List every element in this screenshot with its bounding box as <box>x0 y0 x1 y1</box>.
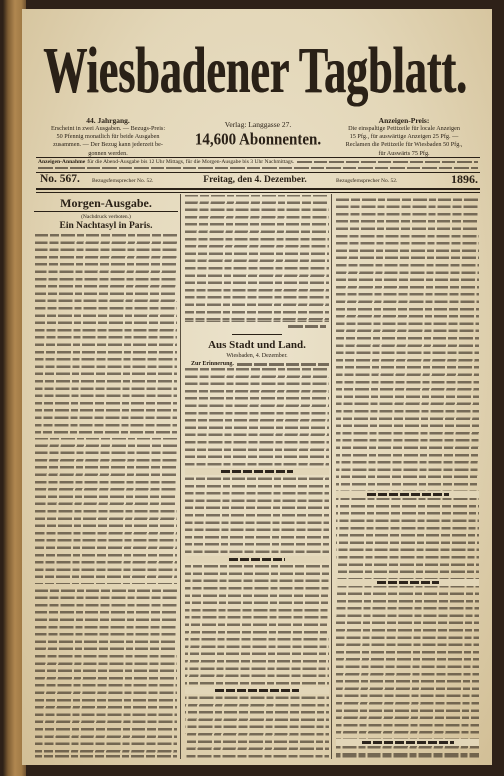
article-text-left-3 <box>35 585 177 758</box>
ad-price-line: Die einspaltige Petitzeile für locale Anzeigen <box>348 125 460 132</box>
right-subhead-1 <box>336 491 479 498</box>
publisher-address: Verlag: Langgasse 27. <box>224 120 292 129</box>
article-text-right <box>336 194 479 758</box>
column-rule-right <box>331 194 332 759</box>
ad-price-heading: Anzeigen-Preis: <box>378 116 430 125</box>
circulation-count: 14,600 Abonnenten. <box>194 130 322 150</box>
subhead-line <box>185 361 329 368</box>
subhead-line-continued <box>237 363 329 366</box>
article-text-left-1 <box>35 234 177 437</box>
middle-subhead-3 <box>185 687 329 694</box>
issue-bar-top-rule <box>36 172 480 173</box>
right-subhead-3 <box>336 739 479 746</box>
subscription-line: zusammen. — Der Bezug kann jederzeit be- <box>53 141 163 149</box>
reprint-note: (Nachdruck verboten.) <box>81 214 131 220</box>
ad-price-info <box>329 116 479 158</box>
issue-bar-bottom-rule-thin <box>36 192 480 193</box>
section-divider <box>232 334 282 335</box>
ad-price-line: 15 Pfg., für auswärtige Anzeigen 25 Pfg. — <box>349 133 459 141</box>
right-subhead-2 <box>336 579 479 586</box>
local-news-subhead: Zur Erinnerung. <box>191 361 234 367</box>
ad-acceptance-label: Anzeigen-Annahme <box>38 159 86 165</box>
edition-label: Morgen-Ausgabe. <box>34 196 178 212</box>
article-text-middle-1 <box>185 195 329 322</box>
issue-date: Freitag, den 4. Dezember. <box>203 175 307 185</box>
middle-subhead-1 <box>185 468 329 475</box>
column-rule-left <box>180 194 181 759</box>
masthead-title: Wiesbadener Tagblatt. <box>43 33 467 107</box>
issue-year: 1896. <box>451 172 478 186</box>
volume-label: 44. Jahrgang. <box>86 116 130 125</box>
article-signature <box>288 325 326 328</box>
dateline: Wiesbaden, 4. Dezember. <box>226 353 288 359</box>
ad-acceptance-continued <box>297 161 478 163</box>
ad-price-line: Reclamen die Petitzeile für Wiesbaden 50 Pfg., <box>345 141 463 149</box>
subscription-info <box>38 116 178 158</box>
subscription-line: 50 Pfennig monatlich für beide Ausgaben <box>56 133 160 141</box>
masthead-rule <box>36 157 480 158</box>
feature-headline: Ein Nachtasyl in Paris. <box>59 221 153 231</box>
subscription-line: gonnen werden. <box>88 149 128 157</box>
ad-acceptance-text: für die Abend-Ausgabe bis 12 Uhr Mittags, für die Morgen-Ausgabe bis 3 Uhr Nachmittags. <box>87 159 295 165</box>
issue-number: No. 567. <box>40 173 80 185</box>
section-heading: Aus Stadt und Land. <box>208 339 306 351</box>
middle-subhead-2 <box>185 556 329 563</box>
publisher-info <box>190 119 326 149</box>
ad-price-line: für Auswärts 75 Pfg. <box>378 149 430 157</box>
subscription-line: Erscheint in zwei Ausgaben. — Bezugs-Preis: <box>50 125 166 132</box>
phone-left: Bezugsfernsprecher No. 52. <box>92 178 154 184</box>
ad-acceptance-second-line <box>38 167 478 169</box>
issue-bar-bottom-rule <box>36 188 480 190</box>
article-text-left-2 <box>35 438 177 584</box>
article-text-middle-2 <box>185 368 329 758</box>
ad-acceptance-row <box>38 159 478 165</box>
phone-right: Bezugsfernsprecher No. 52. <box>336 178 398 184</box>
